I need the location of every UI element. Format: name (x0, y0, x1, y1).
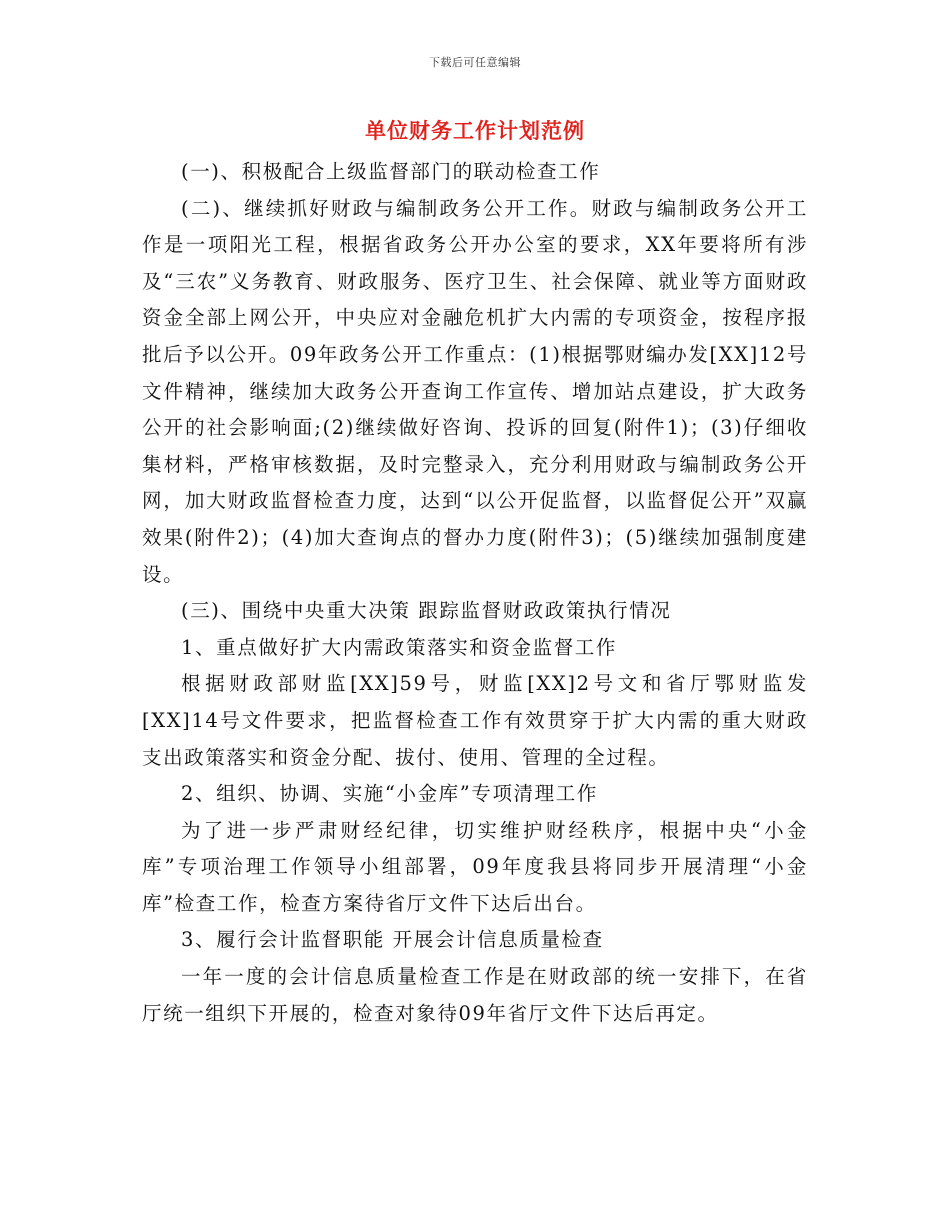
paragraph-item-3-heading: 3、履行会计监督职能 开展会计信息质量检查 (181, 928, 604, 952)
paragraph-item-2-heading: 2、组织、协调、实施“小金库”专项清理工作 (181, 782, 598, 806)
paragraph-item-1-body: 根据财政部财监[XX]59号，财监[XX]2号文和省厅鄂财监发[XX]14号文件要求，把监督检查工作有效贯穿于扩大内需的重大财政支出政策落实和资金分配、拔付、使用、管理的全过程。 (142, 672, 808, 769)
paragraph-section-3-heading: (三)、围绕中央重大决策 跟踪监督财政政策执行情况 (181, 599, 672, 623)
paragraph-item-2-body: 为了进一步严肃财经纪律，切实维护财经秩序，根据中央“小金库”专项治理工作领导小组部署，09年度我县将同步开展清理“小金库”检查工作，检查方案待省厅文件下达后出台。 (142, 818, 808, 915)
paragraph-item-1-heading: 1、重点做好扩大内需政策落实和资金监督工作 (181, 635, 618, 659)
paragraph-section-2: (二)、继续抓好财政与编制政务公开工作。财政与编制政务公开工作是一项阳光工程，根据省政务公开办公室的要求，XX年要将所有涉及“三农”义务教育、财政服务、医疗卫生、社会保障、就业等方面财政资金全部上网公开，中央应对金融危机扩大内需的专项资金，按程序报批后予以公开。09年政务公开工作重点：(1)根据鄂财编办发[XX]12号文件精神，继续加大政务公开查询工作宣传、增加站点建设，扩大政务公开的社会影响面;(2)继续做好咨询、投诉的回复(附件1)；(3)仔细收集材料，严格审核数据，及时完整录入，充分利用财政与编制政务公开网，加大财政监督检查力度，达到“以公开促监督，以监督促公开”双赢效果(附件2)；(4)加大查询点的督办力度(附件3)；(5)继续加强制度建设。 (142, 196, 808, 586)
document-body (142, 154, 808, 1032)
document-title: 单位财务工作计划范例 (365, 118, 585, 143)
paragraph-item-3-body: 一年一度的会计信息质量检查工作是在财政部的统一安排下，在省厅统一组织下开展的，检查对象待09年省厅文件下达后再定。 (142, 965, 808, 1025)
paragraph-section-1-heading: (一)、积极配合上级监督部门的联动检查工作 (181, 160, 601, 183)
header-note: 下载后可任意编辑 (429, 56, 521, 69)
